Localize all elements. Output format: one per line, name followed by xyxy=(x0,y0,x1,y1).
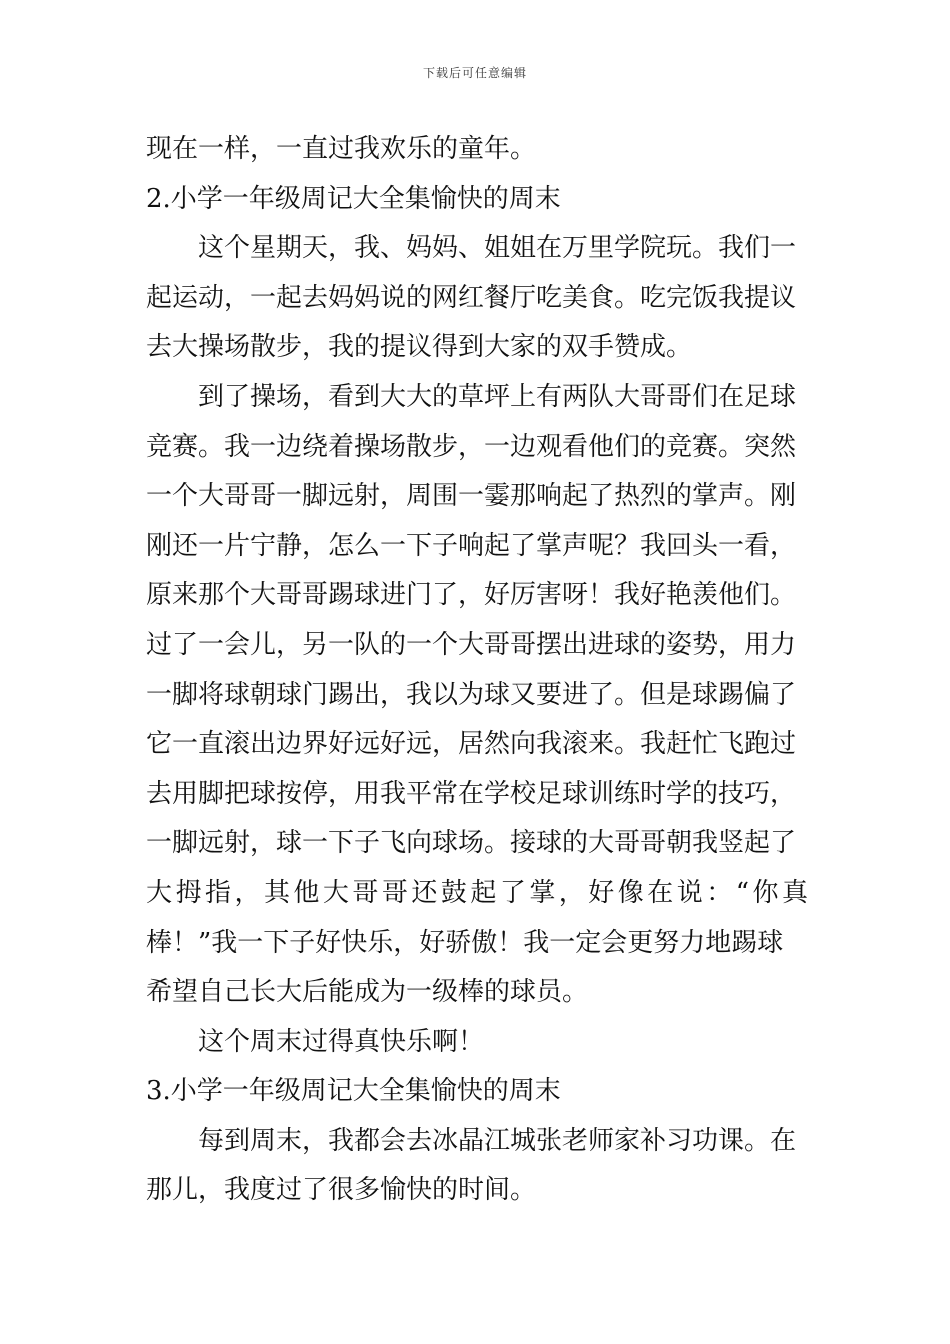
text-line: 棒！”我一下子好快乐，好骄傲！我一定会更努力地踢球 xyxy=(146,927,784,958)
text-line: 到了操场，看到大大的草坪上有两队大哥哥们在足球 xyxy=(198,381,797,412)
text-line: 每到周末，我都会去冰晶江城张老师家补习功课。在 xyxy=(198,1125,797,1156)
text-line: 这个周末过得真快乐啊！ xyxy=(198,1026,485,1057)
text-line: 过了一会儿，另一队的一个大哥哥摆出进球的姿势，用力 xyxy=(146,629,797,660)
text-line: 这个星期天，我、妈妈、姐姐在万里学院玩。我们一 xyxy=(198,233,797,264)
text-line: 一脚将球朝球门踢出，我以为球又要进了。但是球踢偏了 xyxy=(146,679,797,710)
text-line: 它一直滚出边界好远好远，居然向我滚来。我赶忙飞跑过 xyxy=(146,729,797,760)
text-line: 起运动，一起去妈妈说的网红餐厅吃美食。吃完饭我提议 xyxy=(146,282,797,313)
text-line: 现在一样，一直过我欢乐的童年。 xyxy=(146,134,537,164)
text-line: 刚还一片宁静，怎么一下子响起了掌声呢？我回头一看， xyxy=(146,530,797,561)
document-body xyxy=(146,125,808,1216)
text-line: 那儿，我度过了很多愉快的时间。 xyxy=(146,1175,537,1206)
section-heading: 2.小学一年级周记大全集愉快的周末 xyxy=(146,183,561,214)
text-line: 去用脚把球按停，用我平常在学校足球训练时学的技巧， xyxy=(146,778,797,809)
text-line: 一个大哥哥一脚远射，周围一霎那响起了热烈的掌声。刚 xyxy=(146,481,797,512)
text-line: 大拇指，其他大哥哥还鼓起了掌，好像在说：“你真 xyxy=(146,877,808,908)
text-line: 竞赛。我一边绕着操场散步，一边观看他们的竞赛。突然 xyxy=(146,431,797,462)
text-line: 希望自己长大后能成为一级棒的球员。 xyxy=(146,977,589,1008)
text-line: 一脚远射，球一下子飞向球场。接球的大哥哥朝我竖起了 xyxy=(146,828,797,859)
text-line: 原来那个大哥哥踢球进门了，好厉害呀！我好艳羡他们。 xyxy=(146,580,797,611)
page-header: 下载后可任意编辑 xyxy=(422,66,527,80)
text-line: 去大操场散步，我的提议得到大家的双手赞成。 xyxy=(146,332,693,363)
section-heading: 3.小学一年级周记大全集愉快的周末 xyxy=(146,1076,561,1107)
